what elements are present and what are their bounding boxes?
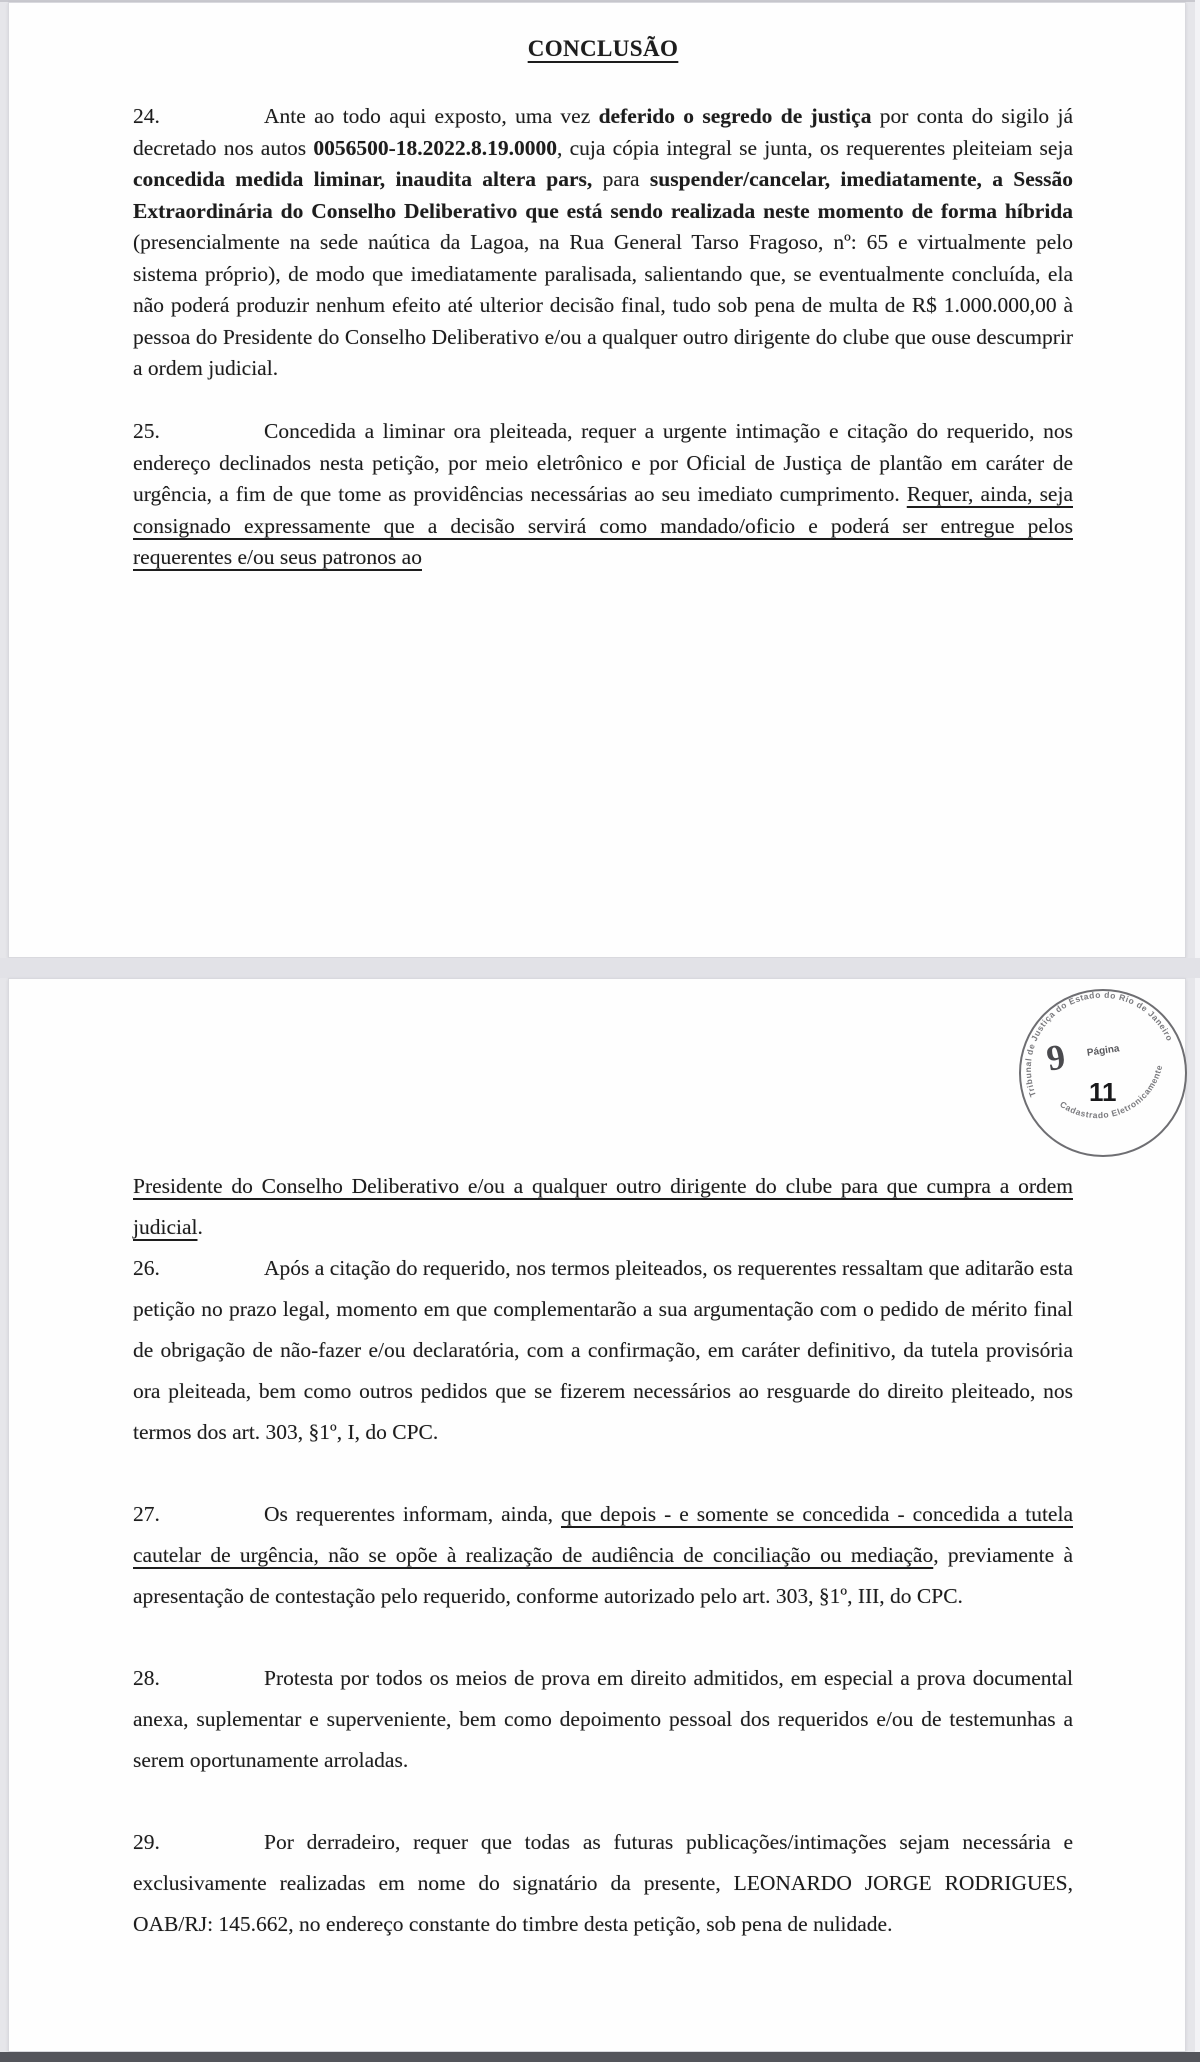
body-text: . <box>197 1215 203 1239</box>
document-page-1 <box>8 2 1186 958</box>
paragraph-29 <box>133 1822 1073 1945</box>
court-stamp <box>1013 983 1193 1163</box>
paragraph-26 <box>133 1248 1073 1453</box>
paragraph-28 <box>133 1658 1073 1781</box>
stamp-arc-top-text: Tribunal de Justiça do Estado do Rio de Janeiro <box>1022 989 1176 1099</box>
paragraph-number: 25. <box>133 419 160 443</box>
bold-text: concedida medida liminar, inaudita altera pars, <box>133 167 593 191</box>
body-text: , cuja cópia integral se junta, os requerentes pleiteiam seja <box>557 135 1073 160</box>
paragraph-24 <box>133 101 1073 385</box>
page-1-text <box>133 101 1073 574</box>
paragraph-number: 29. <box>133 1830 160 1854</box>
page-2-text <box>133 1166 1073 1945</box>
bold-text: 0056500-18.2022.8.19.0000 <box>313 135 558 160</box>
body-text: para <box>592 167 650 191</box>
page-separator <box>0 958 1200 978</box>
section-title: CONCLUSÃO <box>527 36 679 61</box>
body-text: Os requerentes informam, ainda, <box>264 1502 561 1526</box>
stamp-logo-glyph: 9 <box>1043 1036 1069 1079</box>
bottom-edge-bar <box>0 2052 1200 2062</box>
bold-text: deferido o segredo de justiça <box>598 104 872 128</box>
body-text: Após a citação do requerido, nos termos pleiteados, os requerentes ressaltam que aditarão esta petição no prazo legal, momento em que complementarão a sua argumentação com o pedido de mérito final de obrigação de não-fazer e/ou declaratória, com a confirmação, em caráter definitivo, da tutela provisória ora pleiteada, bem como outros pedidos que se fizerem necessários ao resguarde do direito pleiteado, nos termos dos art. 303, §1º, I, do CPC. <box>133 1256 1073 1444</box>
paragraph-number: 24. <box>133 104 160 128</box>
body-text: , previamente à apresentação de contestação pelo requerido, conforme autorizado pelo art. 303, §1º, III, do CPC. <box>133 1543 1073 1608</box>
paragraph-25 <box>133 416 1073 574</box>
body-text: (presencialmente na sede naútica da Lagoa, na Rua General Tarso Fragoso, nº: 65 e virtualmente pelo sistema próprio), de modo que imediatamente paralisada, salientando que, se eventualmente concluída, ela não poderá produzir nenhum efeito até ulterior decisão final, tudo sob pena de multa de R$ 1.000.000,00 à pessoa do Presidente do Conselho Deliberativo e/ou a qualquer outro dirigente do clube que ouse descumprir a ordem judicial. <box>133 230 1073 380</box>
paragraph-number: 26. <box>133 1256 160 1280</box>
stamp-page-number: 11 <box>1089 1077 1117 1107</box>
body-text: Ante ao todo aqui exposto, uma vez <box>264 104 599 128</box>
bold-text: suspender/cancelar, imediatamente, a Sessão Extraordinária do Conselho Deliberativo que está sendo realizada neste momento de forma híbrida <box>133 167 1074 223</box>
body-text: por conta do sigilo já decretado nos autos <box>133 104 1073 160</box>
paragraph-number: 27. <box>133 1502 160 1526</box>
paragraph-27 <box>133 1494 1073 1617</box>
document-page-2 <box>8 978 1186 2052</box>
underlined-text: Requer, ainda, seja consignado expressamente que a decisão servirá como mandado/oficio e poderá ser entregue pelos requerentes e/ou seus patronos ao <box>133 482 1073 569</box>
right-edge-strip <box>1195 0 1200 2062</box>
underlined-text: que depois - e somente se concedida - concedida a tutela cautelar de urgência, não se opõe à realização de audiência de conciliação ou mediação <box>133 1502 1073 1567</box>
paragraph-number: 28. <box>133 1666 160 1690</box>
underlined-text: Presidente do Conselho Deliberativo e/ou a qualquer outro dirigente do clube para que cumpra a ordem judicial <box>133 1174 1073 1239</box>
body-text: Protesta por todos os meios de prova em direito admitidos, em especial a prova documental anexa, suplementar e superveniente, bem como depoimento pessoal dos requeridos e/ou de testemunhas a serem oportunamente arroladas. <box>133 1666 1073 1772</box>
stamp-arc-bottom-text: Cadastrado Eletronicamente <box>1058 1063 1165 1121</box>
body-text: Concedida a liminar ora pleiteada, requer a urgente intimação e citação do requerido, nos endereço declinados nesta petição, por meio eletrônico e por Oficial de Justiça de plantão em caráter de urgência, a fim de que tome as providências necessárias ao seu imediato cumprimento. <box>133 419 1073 506</box>
stamp-page-label: Página <box>1086 1043 1121 1059</box>
body-text: Por derradeiro, requer que todas as futuras publicações/intimações sejam necessária e exclusivamente realizadas em nome do signatário da presente, LEONARDO JORGE RODRIGUES, OAB/RJ: 145.662, no endereço constante do timbre desta petição, sob pena de nulidade. <box>133 1830 1073 1936</box>
paragraph-continuation <box>133 1166 1073 1248</box>
